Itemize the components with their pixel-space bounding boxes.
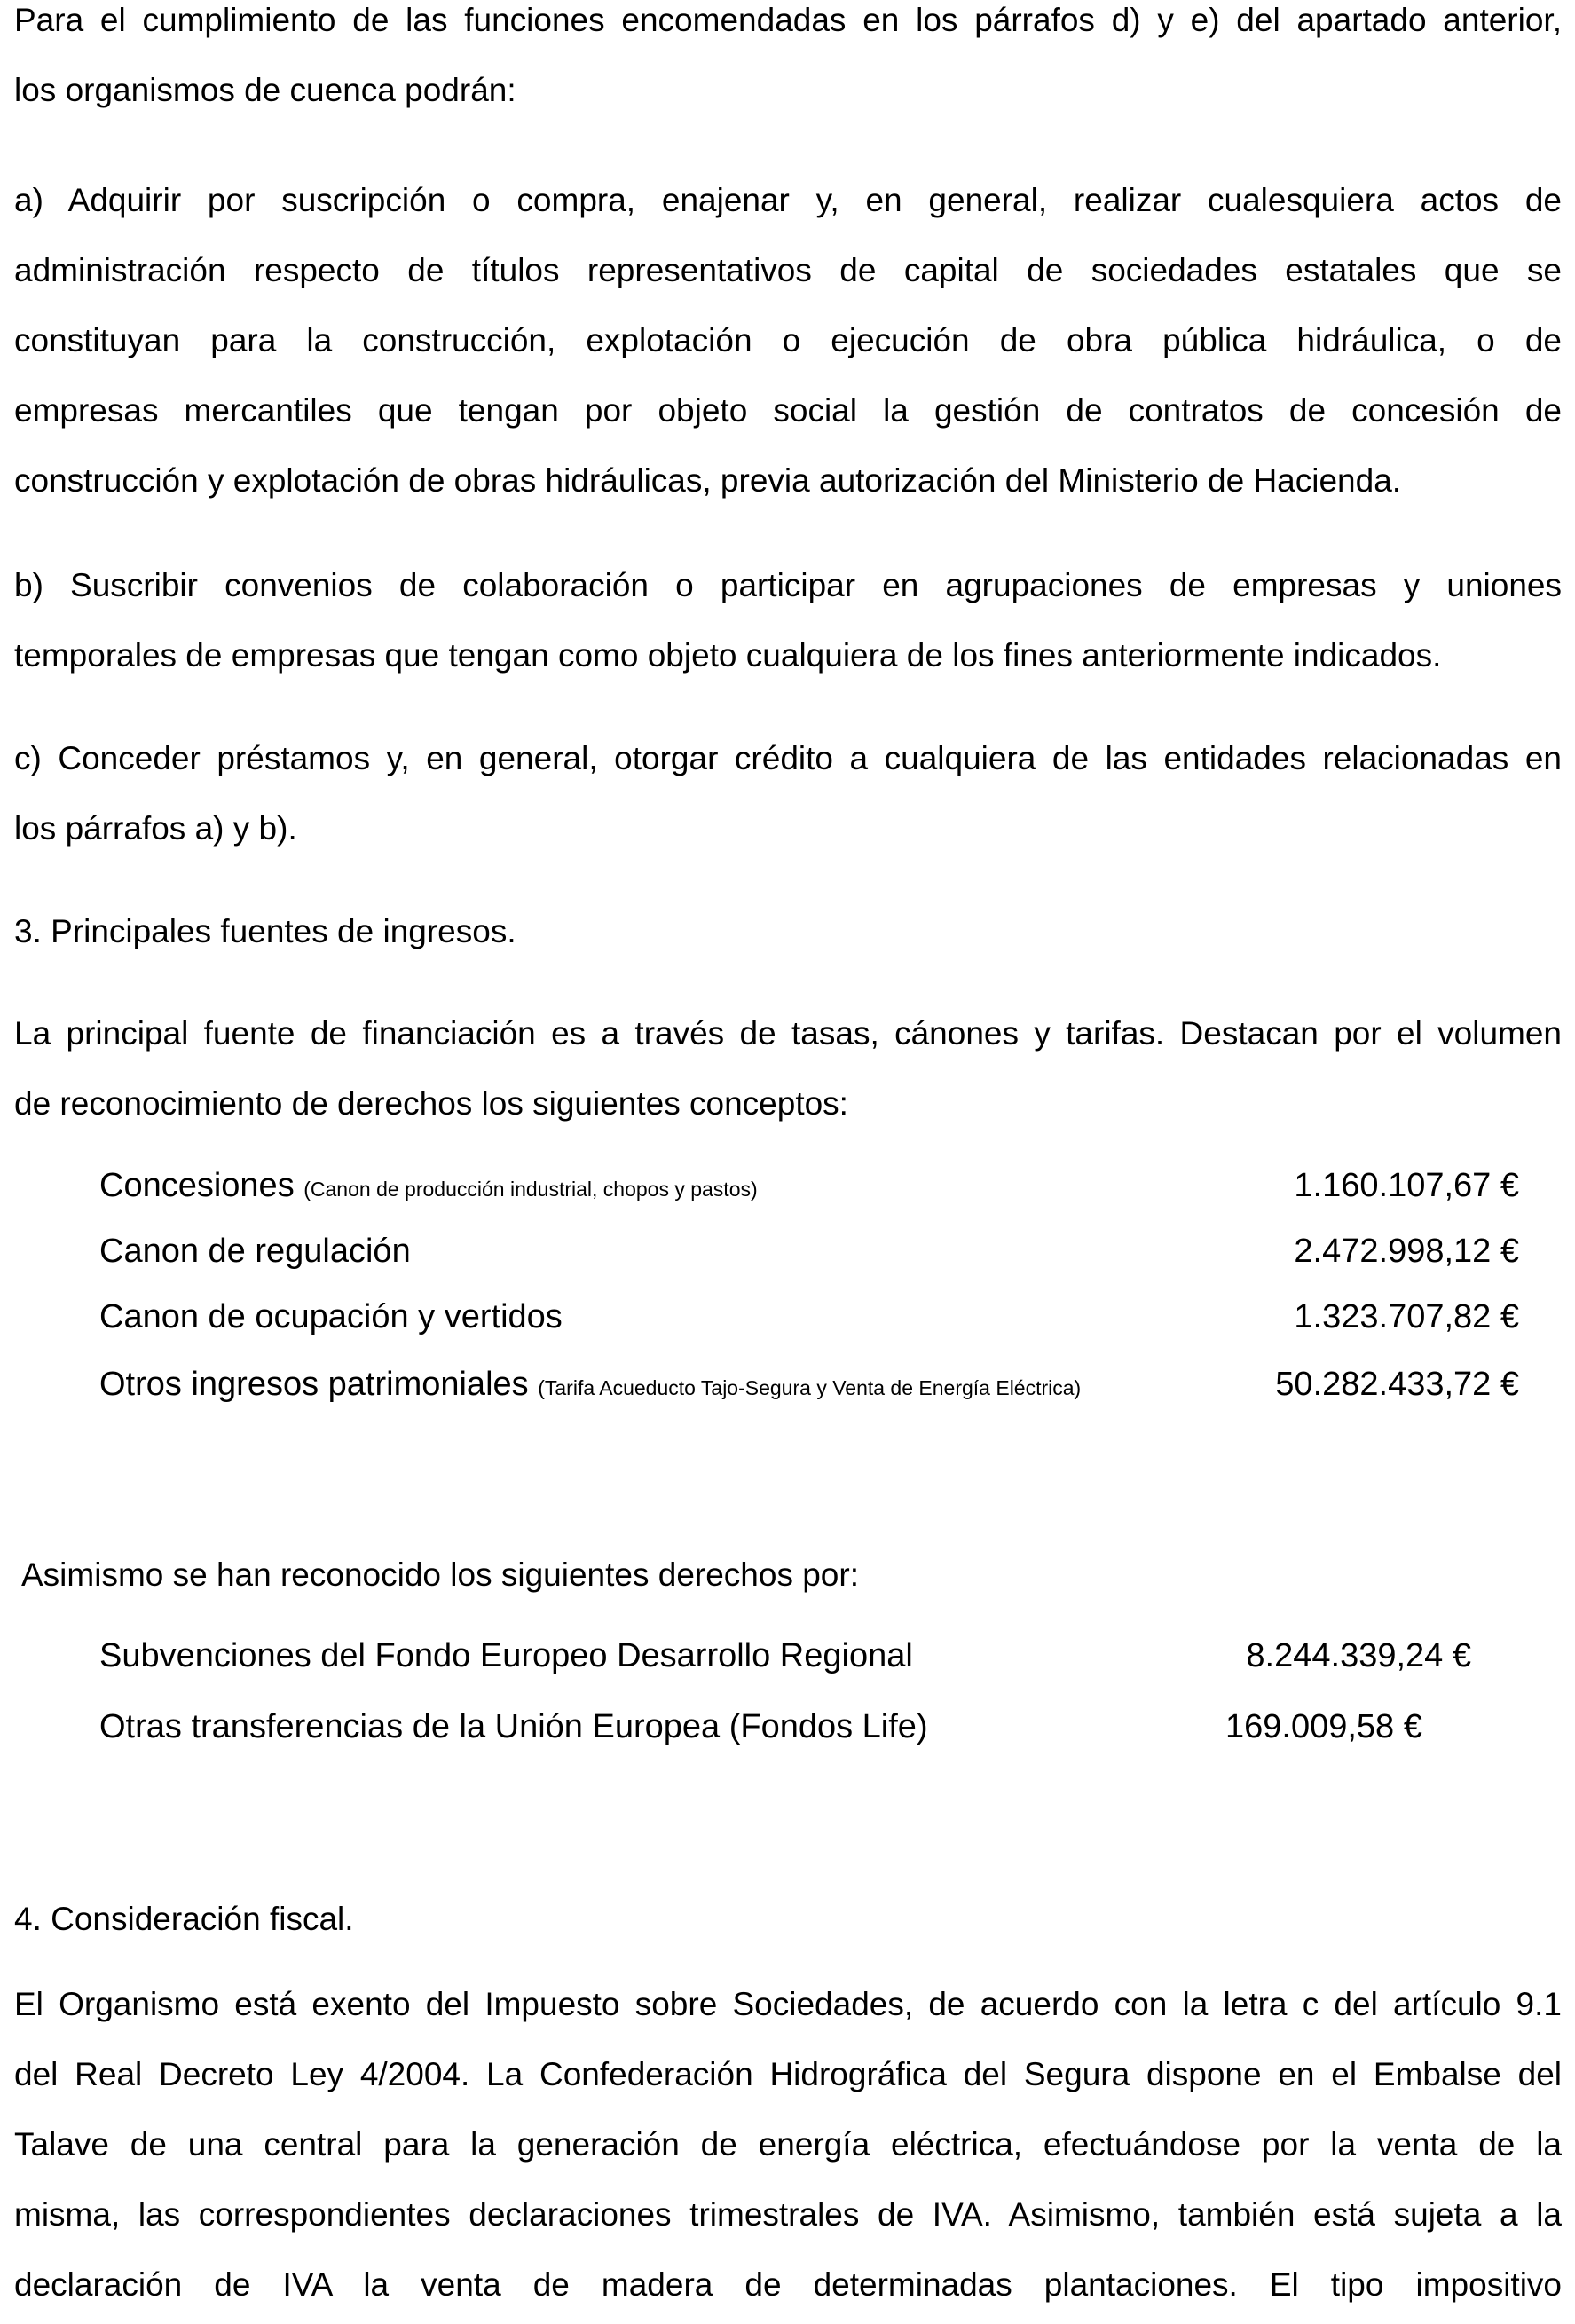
income-item-amount: 50.282.433,72 € [1275, 1366, 1519, 1403]
item-a-line: empresas mercantiles que tengan por objeto social la gestión de contratos de concesión de [14, 392, 1562, 429]
rights-intro [21, 1540, 1569, 1610]
rights-item-amount: 169.009,58 € [1225, 1708, 1422, 1745]
item-b-line: temporales de empresas que tengan como objeto cualquiera de los fines anteriormente indicados. [14, 637, 1442, 674]
income-item-amount: 1.323.707,82 € [1294, 1298, 1519, 1335]
item-b-paragraph [14, 550, 1562, 690]
rights-item-label [99, 1700, 928, 1753]
rights-item-amount: 8.244.339,24 € [1246, 1637, 1471, 1674]
section-3-paragraph [14, 998, 1562, 1138]
item-a-paragraph [14, 165, 1562, 516]
income-item-label [99, 1290, 563, 1343]
income-item-amount: 2.472.998,12 € [1294, 1233, 1519, 1270]
income-item-label [99, 1358, 1081, 1411]
section-4-line: declaración de IVA la venta de madera de determinadas plantaciones. El tipo impositivo [14, 2266, 1562, 2303]
item-c-line: los párrafos a) y b). [14, 810, 297, 847]
section-4-line: El Organismo está exento del Impuesto sobre Sociedades, de acuerdo con la letra c del artículo 9.1 [14, 1986, 1562, 2022]
item-c-paragraph [14, 723, 1562, 863]
section-heading: 3. Principales fuentes de ingresos. [14, 913, 516, 949]
item-a-line: administración respecto de títulos representativos de capital de sociedades estatales que se [14, 252, 1562, 288]
intro-line: los organismos de cuenca podrán: [14, 72, 516, 108]
income-item-note: (Tarifa Acueducto Tajo-Segura y Venta de Energía Eléctrica) [538, 1376, 1082, 1399]
rights-item-title: Otras transferencias de la Unión Europea (Fondos Life) [99, 1708, 928, 1745]
rights-intro-line: Asimismo se han reconocido los siguientes derechos por: [21, 1556, 859, 1593]
income-item-note: (Canon de producción industrial, chopos y pastos) [303, 1178, 758, 1201]
item-a-line: construcción y explotación de obras hidráulicas, previa autorización del Ministerio de Hacienda. [14, 462, 1402, 499]
income-item-amount: 1.160.107,67 € [1294, 1167, 1519, 1204]
income-item-label [99, 1159, 758, 1212]
section-3-heading [14, 896, 1562, 966]
section-3-line: de reconocimiento de derechos los siguientes conceptos: [14, 1085, 848, 1122]
income-item-title: Canon de regulación [99, 1233, 411, 1270]
section-4-heading [14, 1884, 1562, 1954]
item-b-line: b) Suscribir convenios de colaboración o participar en agrupaciones de empresas y uniones [14, 567, 1562, 603]
section-4-line: del Real Decreto Ley 4/2004. La Confederación Hidrográfica del Segura dispone en el Embalse del [14, 2056, 1562, 2092]
item-a-line: a) Adquirir por suscripción o compra, enajenar y, en general, realizar cualesquiera actos de [14, 182, 1562, 218]
section-heading: 4. Consideración fiscal. [14, 1901, 354, 1937]
intro-line: Para el cumplimiento de las funciones encomendadas en los párrafos d) y e) del apartado anterior, [14, 2, 1562, 38]
rights-item-label [99, 1629, 913, 1682]
section-4-line: misma, las correspondientes declaraciones trimestrales de IVA. Asimismo, también está sujeta a la [14, 2196, 1562, 2233]
item-a-line: constituyan para la construcción, explotación o ejecución de obra pública hidráulica, o de [14, 322, 1562, 358]
income-item-title: Canon de ocupación y vertidos [99, 1298, 563, 1335]
section-4-paragraph [14, 1969, 1562, 2320]
intro-paragraph [14, 0, 1562, 125]
rights-item-title: Subvenciones del Fondo Europeo Desarrollo Regional [99, 1637, 913, 1674]
income-item-title: Concesiones [99, 1167, 295, 1204]
income-item-title: Otros ingresos patrimoniales [99, 1366, 529, 1403]
item-c-line: c) Conceder préstamos y, en general, otorgar crédito a cualquiera de las entidades relacionadas en [14, 740, 1562, 776]
income-item-label [99, 1225, 411, 1278]
section-4-line: Talave de una central para la generación de energía eléctrica, efectuándose por la venta de la [14, 2126, 1562, 2163]
section-3-line: La principal fuente de financiación es a través de tasas, cánones y tarifas. Destacan por el volumen [14, 1015, 1562, 1052]
